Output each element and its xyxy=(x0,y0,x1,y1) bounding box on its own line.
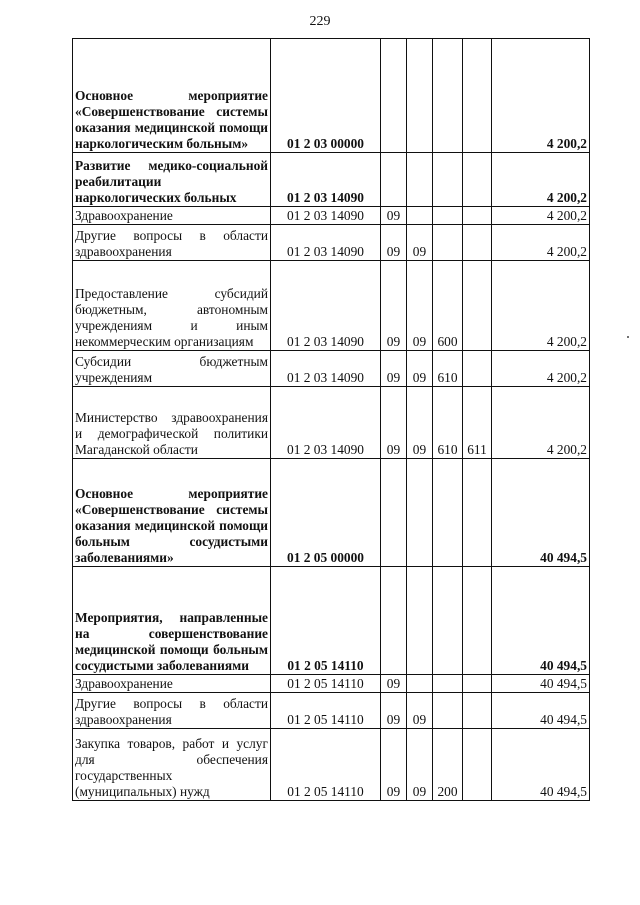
row-expense-type: 610 xyxy=(433,387,463,459)
row-expense-type xyxy=(433,693,463,729)
row-subsection: 09 xyxy=(407,225,433,261)
table-row xyxy=(73,693,590,729)
row-description: Развитие медико-социальной реабилитации наркологических больных xyxy=(73,153,271,207)
row-expense-type xyxy=(433,459,463,567)
row-expense-subtype: 611 xyxy=(463,387,492,459)
row-subsection: 09 xyxy=(407,261,433,351)
row-subsection xyxy=(407,459,433,567)
row-section: 09 xyxy=(381,693,407,729)
row-target-code: 01 2 03 14090 xyxy=(271,351,381,387)
page-number: 229 xyxy=(309,14,331,29)
row-expense-type xyxy=(433,207,463,225)
table-row xyxy=(73,39,590,153)
row-description: Закупка товаров, работ и услуг для обеспечения государственных (муниципальных) нужд xyxy=(73,729,271,801)
row-amount: 40 494,5 xyxy=(492,675,590,693)
row-expense-type xyxy=(433,39,463,153)
row-amount: 4 200,2 xyxy=(492,261,590,351)
row-target-code: 01 2 05 14110 xyxy=(271,567,381,675)
row-description: Предоставление субсидий бюджетным, автономным учреждениям и иным некоммерческим организациям xyxy=(73,261,271,351)
row-expense-subtype xyxy=(463,729,492,801)
row-section: 09 xyxy=(381,225,407,261)
row-description: Субсидии бюджетным учреждениям xyxy=(73,351,271,387)
row-expense-subtype xyxy=(463,225,492,261)
table-row xyxy=(73,225,590,261)
row-amount: 4 200,2 xyxy=(492,207,590,225)
row-expense-subtype xyxy=(463,675,492,693)
row-description: Здравоохранение xyxy=(73,207,271,225)
row-expense-type: 610 xyxy=(433,351,463,387)
row-target-code: 01 2 03 14090 xyxy=(271,153,381,207)
row-subsection: 09 xyxy=(407,693,433,729)
row-expense-type: 200 xyxy=(433,729,463,801)
budget-table-body xyxy=(73,39,590,801)
table-row xyxy=(73,261,590,351)
row-expense-type xyxy=(433,225,463,261)
row-target-code: 01 2 05 14110 xyxy=(271,729,381,801)
table-row xyxy=(73,387,590,459)
table-row xyxy=(73,207,590,225)
row-amount: 40 494,5 xyxy=(492,693,590,729)
row-section xyxy=(381,459,407,567)
row-target-code: 01 2 03 00000 xyxy=(271,39,381,153)
row-amount: 4 200,2 xyxy=(492,387,590,459)
row-amount: 4 200,2 xyxy=(492,153,590,207)
table-row xyxy=(73,459,590,567)
row-expense-type xyxy=(433,567,463,675)
row-subsection: 09 xyxy=(407,729,433,801)
row-section xyxy=(381,567,407,675)
row-description: Другие вопросы в области здравоохранения xyxy=(73,225,271,261)
row-subsection xyxy=(407,675,433,693)
row-section xyxy=(381,39,407,153)
row-amount: 40 494,5 xyxy=(492,567,590,675)
row-description: Основное мероприятие «Совершенствование системы оказания медицинской помощи наркологическим больным» xyxy=(73,39,271,153)
row-expense-subtype xyxy=(463,39,492,153)
row-subsection: 09 xyxy=(407,351,433,387)
table-row xyxy=(73,351,590,387)
row-expense-subtype xyxy=(463,459,492,567)
row-amount: 40 494,5 xyxy=(492,459,590,567)
row-amount: 4 200,2 xyxy=(492,225,590,261)
row-target-code: 01 2 05 00000 xyxy=(271,459,381,567)
row-description: Основное мероприятие «Совершенствование системы оказания медицинской помощи больным сосудистыми заболеваниями» xyxy=(73,459,271,567)
row-expense-subtype xyxy=(463,351,492,387)
row-section: 09 xyxy=(381,387,407,459)
row-expense-subtype xyxy=(463,261,492,351)
row-description: Мероприятия, направленные на совершенствование медицинской помощи больным сосудистыми заболеваниями xyxy=(73,567,271,675)
row-amount: 4 200,2 xyxy=(492,351,590,387)
row-section: 09 xyxy=(381,261,407,351)
row-subsection xyxy=(407,207,433,225)
row-expense-type: 600 xyxy=(433,261,463,351)
row-amount: 40 494,5 xyxy=(492,729,590,801)
row-expense-subtype xyxy=(463,567,492,675)
table-row xyxy=(73,153,590,207)
row-target-code: 01 2 05 14110 xyxy=(271,693,381,729)
row-subsection: 09 xyxy=(407,387,433,459)
row-expense-subtype xyxy=(463,207,492,225)
row-expense-type xyxy=(433,675,463,693)
row-section: 09 xyxy=(381,207,407,225)
row-section: 09 xyxy=(381,351,407,387)
row-target-code: 01 2 03 14090 xyxy=(271,225,381,261)
row-amount: 4 200,2 xyxy=(492,39,590,153)
row-expense-type xyxy=(433,153,463,207)
row-section: 09 xyxy=(381,729,407,801)
table-row xyxy=(73,729,590,801)
scan-speck xyxy=(627,336,629,338)
table-row xyxy=(73,567,590,675)
row-expense-subtype xyxy=(463,153,492,207)
row-subsection xyxy=(407,153,433,207)
row-target-code: 01 2 03 14090 xyxy=(271,387,381,459)
row-section xyxy=(381,153,407,207)
row-subsection xyxy=(407,39,433,153)
row-subsection xyxy=(407,567,433,675)
row-target-code: 01 2 03 14090 xyxy=(271,207,381,225)
row-description: Здравоохранение xyxy=(73,675,271,693)
budget-table xyxy=(72,38,590,801)
table-row xyxy=(73,675,590,693)
row-expense-subtype xyxy=(463,693,492,729)
row-target-code: 01 2 05 14110 xyxy=(271,675,381,693)
row-section: 09 xyxy=(381,675,407,693)
row-description: Министерство здравоохранения и демографической политики Магаданской области xyxy=(73,387,271,459)
row-target-code: 01 2 03 14090 xyxy=(271,261,381,351)
row-description: Другие вопросы в области здравоохранения xyxy=(73,693,271,729)
